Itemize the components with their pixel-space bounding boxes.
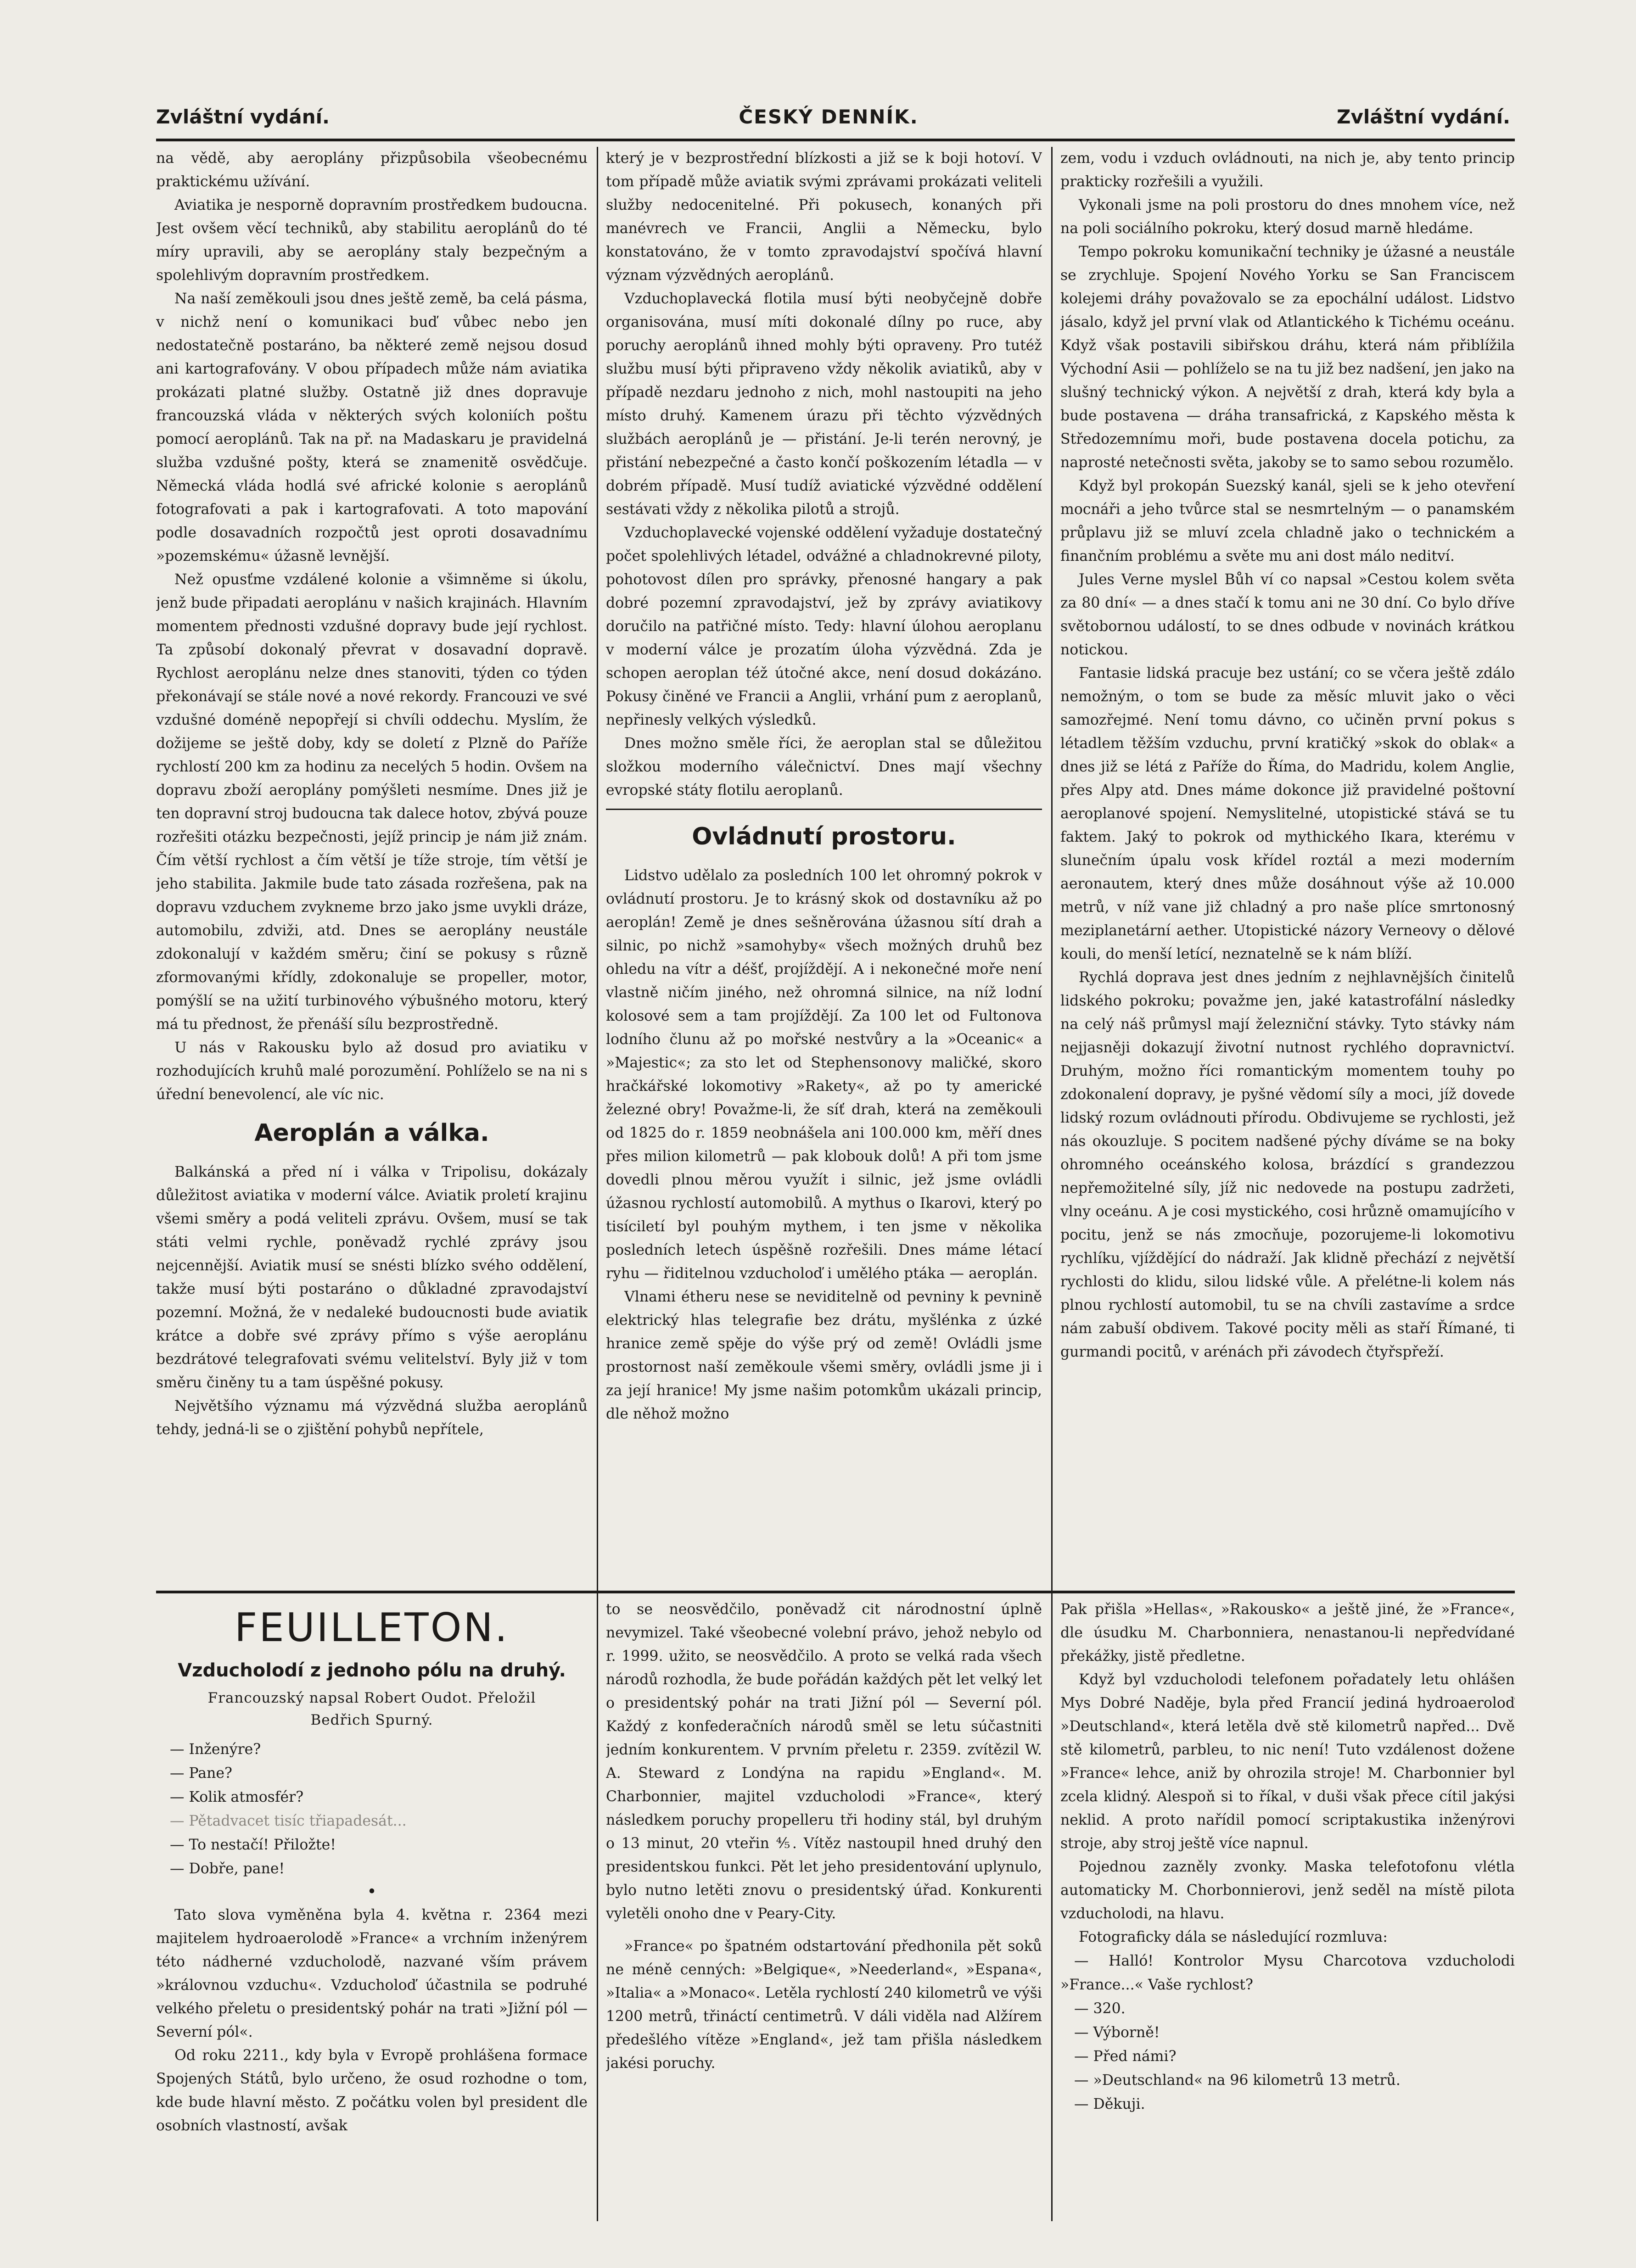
column-divider	[597, 147, 598, 2221]
dialog-line: — Dobře, pane!	[170, 1860, 285, 1877]
paragraph: zem, vodu i vzduch ovládnouti, na nich je, aby tento princip prakticky rozřešili a využili.	[1060, 150, 1515, 190]
dialog-line: — Děkuji.	[1074, 2096, 1145, 2112]
paragraph: Aviatika je nesporně dopravním prostředkem budoucna. Jest ovšem věcí techniků, aby stabilitu aeroplánů do té míry upravili, aby se aeroplány staly bezpečným a spolehlivým dopravním prostředkem.	[156, 197, 588, 284]
paragraph: Pak přišla »Hellas«, »Rakousko« a ještě jiné, že »France«, dle úsudku M. Charbonniera, nenastanou-li nepředvídané překážky, jistě předletne.	[1060, 1601, 1515, 1665]
feuilleton-title: FEUILLETON.	[234, 1605, 510, 1651]
paragraph: Tato slova vyměněna byla 4. května r. 2364 mezi majitelem hydroaerolodě »France« a vrchním inženýrem této nádherné vzducholodě, nazvané vším právem »královnou vzduchu«. Vzducholoď účastnila se podruhé velkého přeletu o presidentský pohár na trati »Jižní pól — Severní pól«.	[156, 1907, 588, 2040]
section-title: Aeroplán a válka.	[254, 1119, 489, 1147]
feuilleton-credit	[156, 1687, 588, 1731]
column-1	[156, 147, 588, 1583]
paragraph: Když byl vzducholodi telefonem pořadately letu ohlášen Mys Dobré Naděje, byla před Francií jediná hydroaeroloď »Deutschland«, která letěla dvě stě kilometrů napřed... Dvě stě kilometrů, parbleu, to nic není! Tuto vzdálenost dožene »France« lehce, aniž by ohrozila stroje! M. Charbonnier byl zcela klidný. Alespoň si to říkal, v duši však přece cítil jakýsi neklid. A proto nařídil pomocí scriptakustika inženýrovi stroje, aby stroj ještě více napnul.	[1060, 1671, 1515, 1852]
paragraph: který je v bezprostřední blízkosti a již se k boji hotoví. V tom případě může aviatik svými zprávami prokázati veliteli služby nedocenitelné. Při pokusech, konaných při manévrech ve Francii, Anglii a Německu, bylo konstatováno, že v tomto zpravodajství spočívá hlavní význam výzvědných aeroplánů.	[606, 150, 1042, 284]
dialog-line: — 320.	[1074, 2000, 1126, 2017]
paragraph: Pojednou zazněly zvonky. Maska telefotofonu vlétla automaticky M. Chorbonnierovi, jenž seděl na místě pilota vzducholodi, na hlavu.	[1060, 1859, 1515, 1922]
newspaper-page	[138, 101, 1519, 2230]
paragraph: Největšího významu má výzvědná služba aeroplánů tehdy, jedná-li se o zjištění pohybů nepřítele,	[156, 1398, 588, 1438]
section-title: Ovládnutí prostoru.	[692, 823, 956, 850]
dialog-line: — »Deutschland« na 96 kilometrů 13 metrů.	[1074, 2072, 1401, 2089]
paragraph: Vzduchoplavecká flotila musí býti neobyčejně dobře organisována, musí míti dokonalé dílny po ruce, aby poruchy aeroplánů ihned mohly býti opraveny. Pro tutéž službu musí býti připraveno vždy několik aviatiků, aby v případě nezdaru jednoho z nich, mohl nastoupiti na jeho místo druhý. Kamenem úrazu při těchto výzvědných službách aeroplánů je — přistání. Je-li terén nerovný, je přistání nebezpečné a často končí poškozením létadla — v dobrém případě. Musí tudíž aviatické výzvědné oddělení sestávati vždy z několika pilotů a strojů.	[606, 290, 1042, 518]
paragraph: Jules Verne myslel Bůh ví co napsal »Cestou kolem světa za 80 dní« — a dnes stačí k tomu ani ne 30 dní. Co bylo dříve světobornou událostí, to se dnes odbude v novinách krátkou notickou.	[1060, 571, 1515, 658]
dialog-line: — Kolik atmosfér?	[170, 1789, 304, 1805]
paragraph: na vědě, aby aeroplány přizpůsobila všeobecnému praktickému užívání.	[156, 150, 588, 190]
feuilleton-subtitle: Vzducholodí z jednoho pólu na druhý.	[178, 1660, 566, 1681]
paragraph: U nás v Rakousku bylo až dosud pro aviatiku v rozhodujících kruhů malé porozumění. Pohlíželo se na ni s úřední benevolencí, ale víc nic.	[156, 1039, 588, 1103]
dialog-line: — Halló! Kontrolor Mysu Charcotova vzducholodi »France...« Vaše rychlost?	[1060, 1953, 1515, 1993]
header-rule	[156, 139, 1515, 141]
paragraph: Dnes možno směle říci, že aeroplan stal se důležitou složkou moderního válečnictví. Dnes mají všechny evropské státy flotilu aeroplanů.	[606, 735, 1042, 799]
paragraph: Vykonali jsme na poli prostoru do dnes mnohem více, než na poli sociálního pokroku, který dosud marně hledáme.	[1060, 197, 1515, 237]
dialog-line: — Výborně!	[1074, 2024, 1160, 2041]
page-header	[138, 101, 1519, 138]
credit-line: Bedřich Spurný.	[310, 1712, 433, 1728]
paragraph: »France« po špatném odstartování předhonila pět soků ne méně cenných: »Belgique«, »Neederland«, »Espana«, »Italia« a »Monaco«. Letěla rychlostí 240 kilometrů ve výši 1200 metrů, třináctí centimetrů. V dáli viděla nad Alžírem předešlého vítěze »England«, jež tam přišla následkem jakési poruchy.	[606, 1938, 1042, 2072]
paragraph: Balkánská a před ní i válka v Tripolisu, dokázaly důležitost aviatika v moderní válce. Aviatik proletí krajinu všemi směry a podá veliteli zprávu. Ovšem, musí se tak státi velmi rychle, poněvadž rychlé zprávy jsou nejcennější. Aviatik musí se snésti blízko svého oddělení, takže musí býti postaráno o důkladné zpravodajství pozemní. Možná, že v nedaleké budoucnosti bude aviatik krátce a dobře své zprávy přímo s výše aeroplánu bezdrátové telegrafovati svému velitelství. Byly již v tom směru činěny tu a tam úspěšné pokusy.	[156, 1164, 588, 1391]
dialog-line: — Pětadvacet tisíc třiapadesát...	[170, 1813, 407, 1829]
masthead: ČESKÝ DENNÍK.	[739, 106, 919, 128]
dialog-line: — To nestačí! Přiložte!	[170, 1837, 336, 1853]
feuilleton-rule	[156, 1591, 1515, 1593]
dialog-line: — Inženýre?	[170, 1741, 261, 1758]
paragraph: Fotograficky dála se následující rozmluva:	[1079, 1929, 1388, 1945]
paragraph: Když byl prokopán Suezský kanál, sjeli se k jeho otevření mocnáři a jeho tvůrce stal se nesmrtelným — o panamském průplavu již se mluví zcela chladně jako o technickém a finančním problému a světe mu ani dost málo neditví.	[1060, 478, 1515, 564]
feuilleton-column-3	[1060, 1598, 1515, 2222]
paragraph: Vzduchoplavecké vojenské oddělení vyžaduje dostatečný počet spolehlivých létadel, odvážné a chladnokrevné piloty, pohotovost dílen pro správky, přenosné hangary a pak dobré pozemní zpravodajství, jež by zprávy aviatikovy doručilo na patřičné místo. Tedy: hlavní úlohou aeroplanu v moderní válce je prozatím úloha výzvědná. Zda je schopen aeroplan též útočné akce, není dosud dokázáno. Pokusy činěné ve Francii a Anglii, vrhání pum z aeroplanů, nepřinesly velkých výsledků.	[606, 525, 1042, 728]
column-divider	[1051, 147, 1053, 2221]
paragraph: Tempo pokroku komunikační techniky je úžasné a neustále se zrychluje. Spojení Nového Yorku se San Franciscem kolejemi dráhy považovalo se za epochální událost. Lidstvo jásalo, když jel první vlak od Atlantického k Tichému oceánu. Když však postavili sibiřskou dráhu, která nám přiblížila Východní Asii — pohlíželo se na tu již bez nadšení, jen jako na slušný technický výkon. A největší z drah, která kdy byla a bude postavena — dráha transafrická, z Kapského města k Středozemnímu moři, bude postavena docela potichu, za naprosté netečnosti světa, jakoby se to samo sebou rozumělo.	[1060, 244, 1515, 471]
paragraph: Lidstvo udělalo za posledních 100 let ohromný pokrok v ovládnutí prostoru. Je to krásný skok od dostavníku až po aeroplán! Země je dnes sešněrována úžasnou sítí drah a silnic, po nichž »samohyby« všech možných druhů bez ohledu na vítr a déšť, projíždějí. A i nekonečné moře není vlastně ničím jiného, než ohromná silnice, na níž lodní kolosové sem a tam projíždějí. Za 100 let od Fultonova lodního člunu až po mořské nestvůry a la »Oceanic« a »Majestic«; za sto let od Stephensonovy maličké, skoro hračkářské lokomotivy »Rakety«, až po ty americké železné obry! Považme-li, že síť drah, která na zeměkouli od 1825 do r. 1859 neobnášela ani 100.000 km, měří dnes přes milion kilometrů — pak klobouk dolů! A při tom jsme dovedli plnou měrou využít i silnic, jež jsme ovládli úžasnou rychlostí automobilů. A mythus o Ikarovi, který po tisíciletí byl pouhým mythem, i ten jsme v několika posledních letech úspěšně rozřešili. Dnes máme létací ryhu — řiditelnou vzducholoď i umělého ptáka — aeroplán.	[606, 867, 1042, 1282]
feuilleton-column-1	[156, 1598, 588, 2222]
paragraph: Vlnami étheru nese se neviditelně od pevniny k pevnině elektrický hlas telegrafie bez drátu, myšlénka z úzké hranice země spěje do výše prý od země! Ovládli jsme prostornost naší zeměkoule všemi směry, ovládli jsme ji i za její hranice! My jsme našim potomkům ukázali princip, dle něhož možno	[606, 1289, 1042, 1422]
paragraph: Než opusťme vzdálené kolonie a všimněme si úkolu, jenž bude připadati aeroplánu v našich krajinách. Hlavním momentem přednosti vzdušné dopravy bude její rychlost. Ta způsobí dokonalý převrat v dosavadní dopravě. Rychlost aeroplánu nelze dnes stanoviti, týden co týden překonávají se stále nové a nové rekordy. Francouzi ve své vzdušné doméně nepopřejí si chvíli oddechu. Myslím, že dožijeme se ještě doby, kdy se doletí z Plzně do Paříže rychlostí 200 km za hodinu za necelých 5 hodin. Ovšem na dopravu zboží aeroplány pomýšleti nesmíme. Dnes již je ten dopravní stroj budoucna tak dalece hotov, zbývá pouze rozřešiti otázku bezpečnosti, jejíž princip je nám již znám. Čím větší rychlost a čím větší je tíže stroje, tím větší je jeho stabilita. Jakmile bude tato zásada rozřešena, pak na dopravu vzduchem zvykneme brzo jako jsme uvykli dráze, automobilu, zdviži, atd. Dnes se aeroplány neustále zdokonalují v každém směru; činí se pokusy s různě zformovanými křídly, zdokonaluje se propeller, motor, pomýšlí se na užití turbinového výbušného motoru, který má tu přednost, že přenáší sílu bezprostředně.	[156, 571, 588, 1033]
column-3	[1060, 147, 1515, 1583]
dialog-line: — Pane?	[170, 1765, 232, 1782]
header-right: Zvláštní vydání.	[1337, 106, 1510, 128]
header-left: Zvláštní vydání.	[156, 106, 330, 128]
paragraph: Rychlá doprava jest dnes jedním z nejhlavnějších činitelů lidského pokroku; považme jen, jaké katastrofální následky na celý náš průmysl mají železniční stávky. Tyto stávky nám nejjasněji dokazují životní nutnost rychlého dopravnictví. Druhým, možno říci romantickým momentem touhy po zdokonalení dopravy, je pyšné vědomí síly a moci, jíž dovede lidský rozum ovládnouti přírodu. Obdivujeme se rychlosti, jež nás okouzluje. S pocitem nadšené pýchy díváme se na boky ohromného oceánského kolosa, brázdící s grandezzou nepřemožitelné síly, jíž nic nedovede na postupu zadržeti, vlny oceánu. A je cosi mystického, cosi hrůzně omamujícího v pocitu, jenž se nás zmocňuje, pozorujeme-li lokomotivu rychlíku, vjíždějící do nádraží. Jak klidně přechází z největší rychlosti do klidu, silou lidské vůle. A přelétne-li kolem nás plnou rychlostí automobil, tu se na chvíli zastavíme a srdce nám zabuší obdivem. Takové pocity měli as staří Římané, ti gurmandi pocitů, v arénách při závodech čtyřspřeží.	[1060, 969, 1515, 1360]
dialog-line: — Před námi?	[1074, 2048, 1177, 2065]
paragraph: Na naší zeměkouli jsou dnes ještě země, ba celá pásma, v nichž není o komunikaci buď vůbec nebo jen nedostatečně postaráno, ba některé země nejsou dosud ani kartografovány. V obou případech může nám aviatika prokázati platné služby. Ostatně již dnes dopravuje francouzská vláda v některých svých koloniích poštu pomocí aeroplánů. Tak na př. na Madaskaru je pravidelná služba vzdušné pošty, která se znamenitě osvědčuje. Německá vláda hodlá své africké kolonie s aeroplánů fotografovati a pak i kartografovati. A toto mapování podle dosavadních rozpočtů jest oproti dosavadnímu »pozemskému« úžasně levnější.	[156, 290, 588, 564]
ornament: •	[367, 1883, 377, 1901]
feuilleton-column-2	[606, 1598, 1042, 2222]
credit-line: Francouzský napsal Robert Oudot. Přeložil	[207, 1690, 536, 1706]
paragraph: Fantasie lidská pracuje bez ustání; co se včera ještě zdálo nemožným, o tom se bude za měsíc mluvit jako o věci samozřejmé. Není tomu dávno, co učiněn první pokus s létadlem těžším vzduchu, první kratičký »skok do oblak« a dnes již se létá z Paříže do Říma, do Madridu, kolem Anglie, přes Alpy atd. Dnes máme dokonce již pravidelné poštovní aeroplanové spojení. Nemyslitelné, utopistické stává se tu faktem. Jaký to pokrok od mythického Ikara, kterému v slunečním úpalu vosk křídel roztál a mezi moderním aeronautem, který dnes může dosáhnout výše až 10.000 metrů, v níž vane již chladný a pro naše plíce smrtonosný meziplanetární aether. Utopistické názory Verneovy o dělové kouli, do menší letící, neznatelně se k nám blíží.	[1060, 665, 1515, 962]
section-rule	[606, 809, 1042, 810]
column-2	[606, 147, 1042, 1583]
paragraph: to se neosvědčilo, poněvadž cit národnostní úplně nevymizel. Také všeobecné volební právo, jehož nebylo od r. 1999. užito, se neosvědčilo. A proto se velká rada všech národů rozhodla, že bude pořádán každých pět let velký let o presidentský pohár na trati Jižní pól — Severní pól. Každý z konfederačních národů směl se letu súčastniti jedním konkurentem. V prvním přeletu r. 2359. zvítězil W. A. Steward z Londýna na rapidu »England«. M. Charbonnier, majitel vzducholodi »France«, který následkem poruchy propelleru tři hodiny stál, byl druhým o 13 minut, 20 vteřin ⅘. Vítěz nastoupil hned druhý den presidentskou funkci. Pět let jeho presidentování uplynulo, bylo nutno letěti znovu o presidentský úřad. Konkurenti vyletěli onoho dne v Peary-City.	[606, 1601, 1042, 1922]
paragraph: Od roku 2211., kdy byla v Evropě prohlášena formace Spojených Států, bylo určeno, že osud rozhodne o tom, kde bude hlavní město. Z počátku volen byl president dle osobních vlastností, avšak	[156, 2047, 588, 2134]
